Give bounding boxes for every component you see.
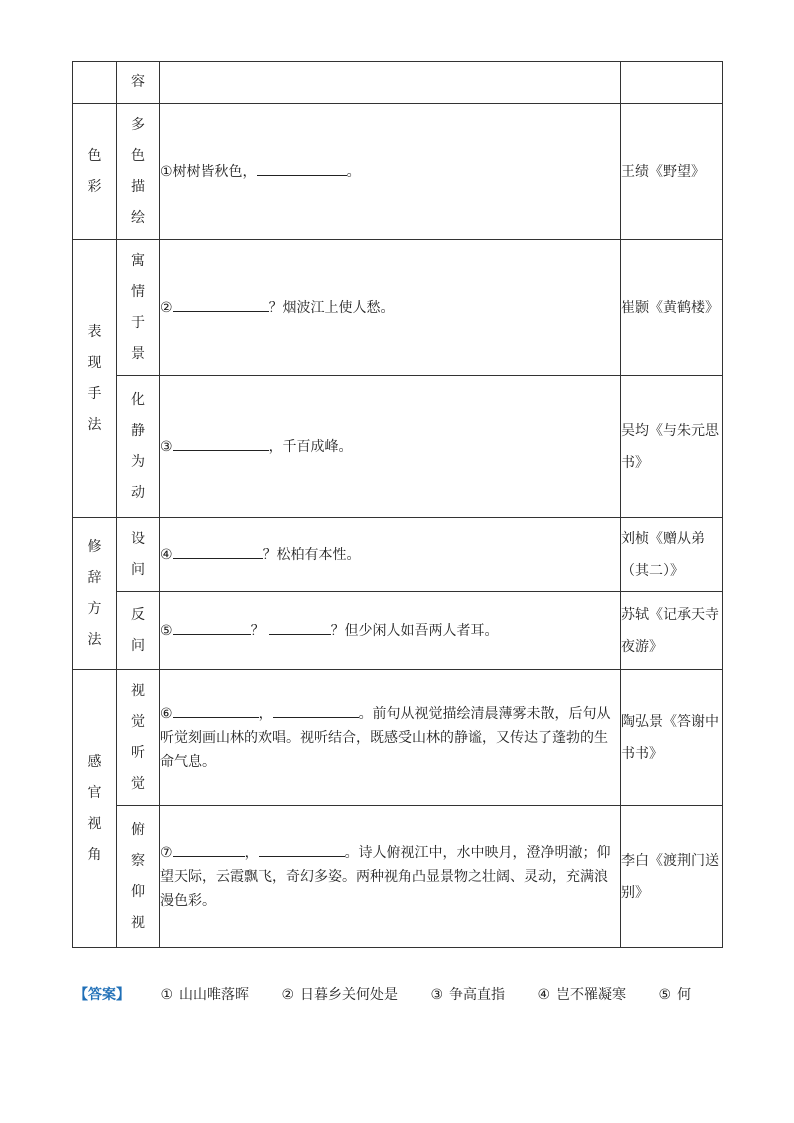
- table-row: [73, 376, 723, 518]
- fill-blank[interactable]: [173, 620, 251, 635]
- table-row: [73, 806, 723, 948]
- source-cell: 王绩《野望》: [621, 104, 723, 240]
- source-cell: 苏轼《记承天寺夜游》: [621, 592, 723, 670]
- content-cell: ⑥ ， 。前句从视觉描绘清晨薄雾未散，后句从听觉刻画山林的欢唱。视听结合，既感受山林的静谧，又传达了蓬勃的生命气息。: [160, 670, 621, 806]
- subcategory-label: 设问: [131, 530, 145, 578]
- table-header-row: [73, 62, 723, 104]
- header-cell-1: [73, 62, 117, 104]
- header-cell-3: [160, 62, 621, 104]
- poetry-table: [72, 61, 723, 948]
- source-cell: 李白《渡荆门送别》: [621, 806, 723, 948]
- subcategory-label: 多色描绘: [131, 116, 145, 226]
- answer-line: [74, 985, 734, 1005]
- fill-blank[interactable]: [259, 842, 345, 857]
- fill-blank[interactable]: [269, 620, 331, 635]
- source-cell: 陶弘景《答谢中书书》: [621, 670, 723, 806]
- content-cell: ④ ？松柏有本性。: [160, 518, 621, 592]
- content-cell: ①树树皆秋色， 。: [160, 104, 621, 240]
- table-row: [73, 518, 723, 592]
- category-label: 感官视角: [87, 753, 102, 863]
- fill-blank[interactable]: [173, 297, 269, 312]
- source-cell: 刘桢《赠从弟（其二）》: [621, 518, 723, 592]
- category-label: 色彩: [87, 147, 102, 195]
- subcategory-cell: [117, 518, 160, 592]
- category-cell: [73, 104, 117, 240]
- subcategory-label: 视觉听觉: [131, 682, 145, 792]
- source-cell: 崔颢《黄鹤楼》: [621, 240, 723, 376]
- subcategory-label: 寓情于景: [131, 252, 145, 362]
- subcategory-cell: [117, 670, 160, 806]
- fill-blank[interactable]: [273, 703, 359, 718]
- source-cell: 吴均《与朱元思书》: [621, 376, 723, 518]
- header-cell-4: [621, 62, 723, 104]
- answer-item: ① 山山唯落晖: [160, 987, 250, 1003]
- header-cell-2: 容: [117, 62, 160, 104]
- category-cell: [73, 518, 117, 670]
- subcategory-label: 俯察仰视: [131, 821, 145, 931]
- subcategory-label: 反问: [131, 606, 145, 654]
- fill-blank[interactable]: [257, 161, 347, 176]
- answer-tag: 【答案】: [74, 987, 130, 1003]
- category-cell: [73, 670, 117, 948]
- table-row: [73, 670, 723, 806]
- answer-item: ⑤ 何: [658, 987, 692, 1003]
- table-row: [73, 104, 723, 240]
- content-cell: ③ ，千百成峰。: [160, 376, 621, 518]
- content-cell: ② ？烟波江上使人愁。: [160, 240, 621, 376]
- subcategory-cell: [117, 376, 160, 518]
- subcategory-label: 化静为动: [131, 391, 145, 501]
- fill-blank[interactable]: [173, 703, 259, 718]
- table-row: [73, 240, 723, 376]
- answer-item: ④ 岂不罹凝寒: [537, 987, 627, 1003]
- answer-item: ② 日暮乡关何处是: [281, 987, 399, 1003]
- subcategory-cell: [117, 104, 160, 240]
- table-row: [73, 592, 723, 670]
- subcategory-cell: [117, 592, 160, 670]
- fill-blank[interactable]: [173, 842, 245, 857]
- content-cell: ⑦ ， 。诗人俯视江中，水中映月，澄净明澈；仰望天际，云霞飘飞，奇幻多姿。两种视角凸显景物之壮阔、灵动，充满浪漫色彩。: [160, 806, 621, 948]
- category-label: 修辞方法: [87, 538, 102, 648]
- answer-item: ③ 争高直指: [430, 987, 506, 1003]
- content-cell: ⑤ ？ ？但少闲人如吾两人者耳。: [160, 592, 621, 670]
- fill-blank[interactable]: [173, 436, 269, 451]
- subcategory-cell: [117, 806, 160, 948]
- subcategory-cell: [117, 240, 160, 376]
- category-cell: [73, 240, 117, 518]
- fill-blank[interactable]: [173, 544, 263, 559]
- category-label: 表现手法: [87, 323, 102, 433]
